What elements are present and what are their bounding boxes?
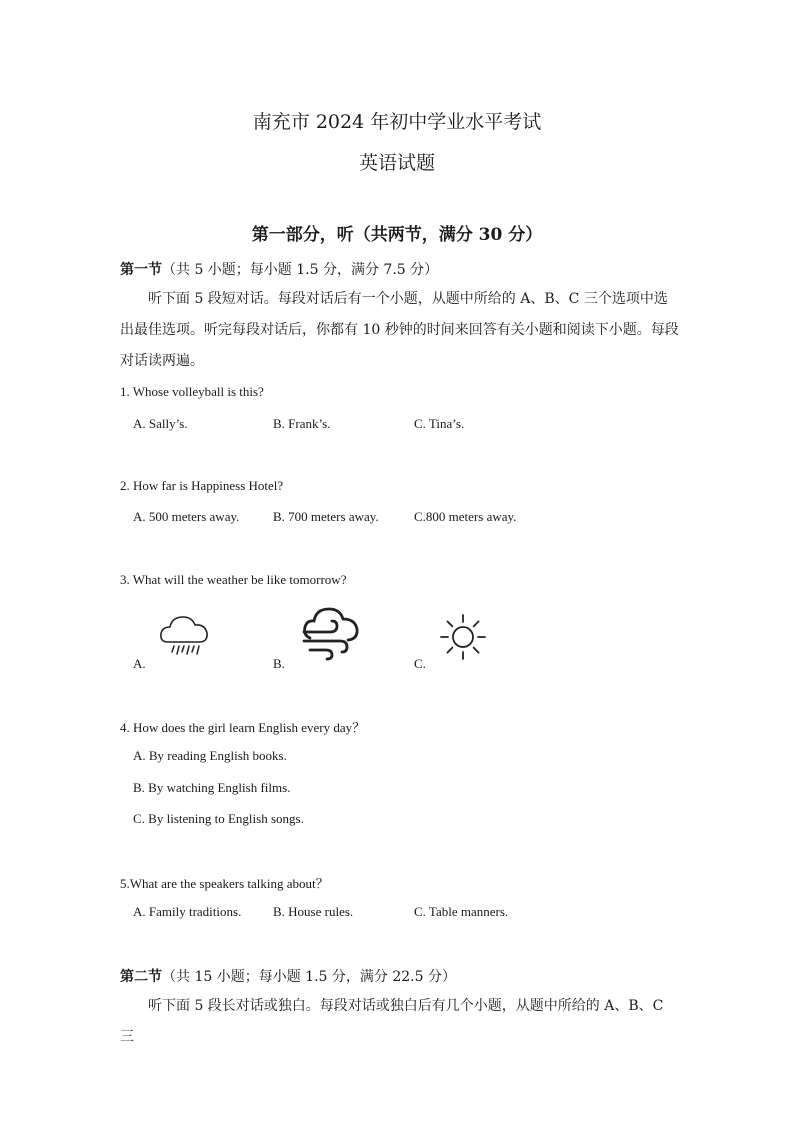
rain-cloud-icon xyxy=(158,612,212,660)
question-5-option-a: A. Family traditions. xyxy=(133,904,242,919)
section1-detail: （共 5 小题；每小题 1.5 分，满分 7.5 分） xyxy=(162,262,439,278)
question-5-option-b: B. House rules. xyxy=(273,904,354,919)
question-1-stem: 1. Whose volleyball is this? xyxy=(120,384,264,399)
wind-cloud-icon xyxy=(300,604,362,662)
question-3-option-b: B. xyxy=(273,656,285,671)
question-2-option-b: B. 700 meters away. xyxy=(273,509,379,524)
question-3-stem: 3. What will the weather be like tomorrow? xyxy=(120,572,347,587)
question-1-option-a: A. Sally’s. xyxy=(133,416,188,431)
sun-icon xyxy=(438,612,488,662)
section1-title: 第一节 xyxy=(120,262,162,278)
question-1-option-b: B. Frank’s. xyxy=(273,416,331,431)
section2-title: 第二节 xyxy=(120,969,162,985)
question-4-option-b: B. By watching English films. xyxy=(133,780,291,795)
exam-subtitle: 英语试题 xyxy=(358,152,435,174)
question-3-option-c: C. xyxy=(414,656,426,671)
section2-instructions: 听下面 5 段长对话或独白。每段对话或独白后有几个小题，从题中所给的 A、B、C 三 xyxy=(120,998,664,1045)
exam-title: 南充市 2024 年初中学业水平考试 xyxy=(252,111,542,133)
question-4-option-a: A. By reading English books. xyxy=(133,748,287,763)
question-3-option-a: A. xyxy=(133,656,146,671)
section1-instructions: 听下面 5 段短对话。每段对话后有一个小题，从题中所给的 A、B、C 三个选项中选出最佳选项。听完每段对话后，你都有 10 秒钟的时间来回答有关小题和阅读下小题。每段对话读两遍。 xyxy=(120,291,679,369)
question-5-stem: 5.What are the speakers talking about？ xyxy=(120,876,329,891)
question-2-option-c: C.800 meters away. xyxy=(414,509,517,524)
question-5-option-c: C. Table manners. xyxy=(414,904,509,919)
question-4-option-c: C. By listening to English songs. xyxy=(133,811,304,826)
section2-heading xyxy=(120,966,456,986)
section2-detail: （共 15 小题；每小题 1.5 分，满分 22.5 分） xyxy=(162,969,456,985)
question-2-option-a: A. 500 meters away. xyxy=(133,509,240,524)
question-1-option-c: C. Tina’s. xyxy=(414,416,465,431)
question-2-stem: 2. How far is Happiness Hotel? xyxy=(120,478,284,493)
part-heading: 第一部分，听（共两节，满分 30 分） xyxy=(251,225,543,245)
section1-heading xyxy=(120,259,438,279)
question-4-stem: 4. How does the girl learn English every day？ xyxy=(120,720,366,735)
